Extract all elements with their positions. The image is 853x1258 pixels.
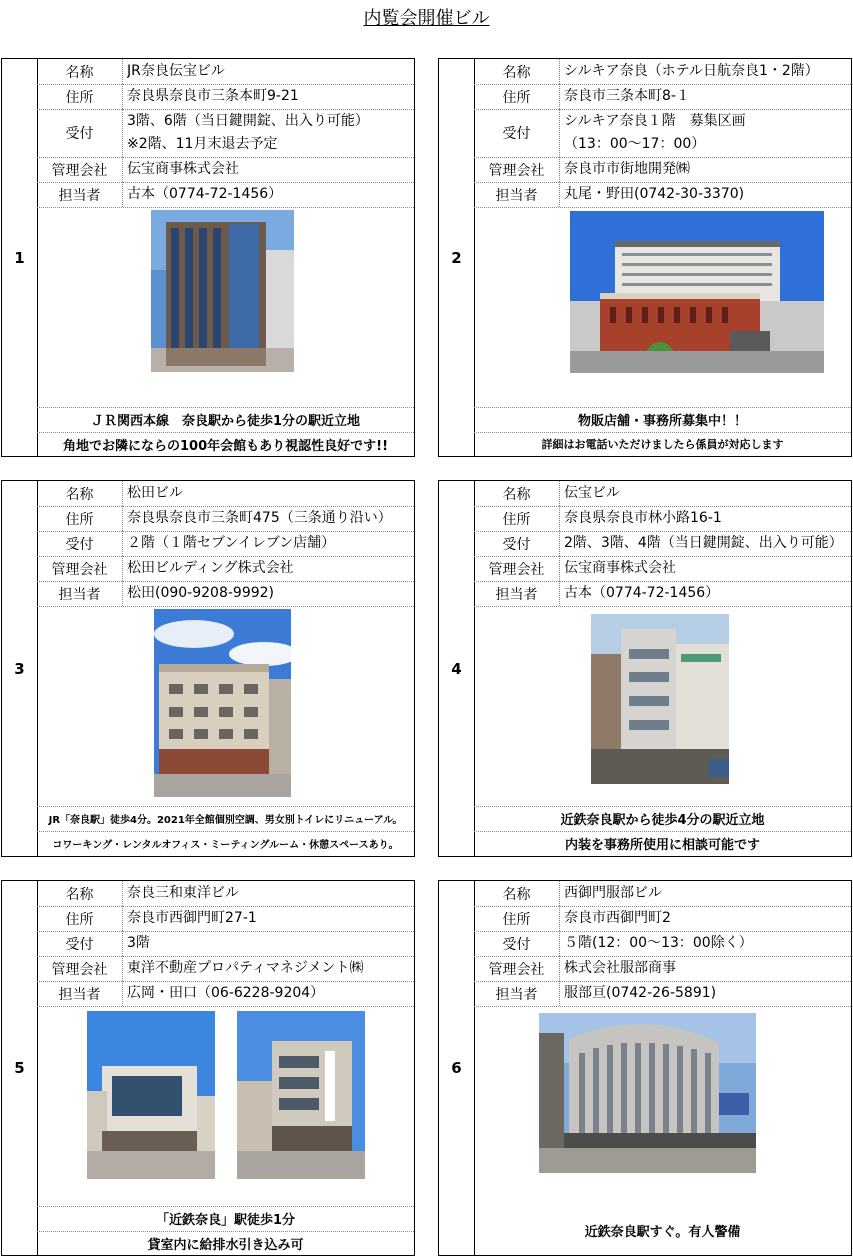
value-name: 西御門服部ビル — [564, 885, 662, 901]
label-company: 管理会社 — [37, 157, 123, 182]
label-reception: 受付 — [474, 109, 560, 157]
label-name: 名称 — [37, 481, 123, 506]
row-reception — [474, 931, 851, 957]
label-reception: 受付 — [474, 931, 560, 956]
building-photo — [151, 210, 294, 372]
row-reception — [474, 109, 851, 158]
row-reception — [37, 931, 414, 957]
label-reception: 受付 — [37, 109, 123, 157]
note-1: ＪＲ関西本線 奈良駅から徒歩1分の駅近立地 — [37, 407, 414, 433]
value-reception: ２階（１階セブンイレブン店舗） — [127, 535, 336, 551]
building-photo — [570, 211, 824, 373]
label-company: 管理会社 — [474, 956, 560, 981]
photo-area — [37, 606, 414, 807]
reception-line: 3階、6階（当日鍵開錠、出入り可能） — [127, 113, 369, 129]
value-contact: 丸尾・野田(0742-30-3370) — [564, 186, 745, 202]
value-reception: 3階 — [127, 935, 150, 951]
row-contact — [474, 981, 851, 1007]
row-address — [37, 506, 414, 532]
note-2: コワーキング・レンタルオフィス・ミーティングルーム・休憩スペースあり。 — [52, 840, 399, 851]
building-photo — [539, 1013, 756, 1173]
value-name: JR奈良伝宝ビル — [127, 63, 225, 79]
photo-area — [474, 207, 851, 408]
label-contact: 担当者 — [474, 981, 560, 1006]
label-address: 住所 — [37, 506, 123, 531]
building-photo-right — [237, 1011, 365, 1179]
note-2: 貸室内に給排水引き込み可 — [147, 1237, 304, 1253]
row-reception — [474, 531, 851, 557]
card-number: 1 — [2, 59, 38, 456]
building-card-1 — [1, 58, 415, 457]
photo-area — [37, 207, 414, 408]
photo-area — [474, 1006, 851, 1206]
row-contact — [37, 981, 414, 1007]
row-address — [474, 506, 851, 532]
label-contact: 担当者 — [37, 581, 123, 606]
building-card-5 — [1, 880, 415, 1256]
value-address: 奈良市西御門町2 — [564, 910, 671, 926]
value-name: 松田ビル — [127, 485, 183, 501]
label-name: 名称 — [37, 881, 123, 906]
row-reception — [37, 109, 414, 158]
label-address: 住所 — [474, 906, 560, 931]
value-contact: 古本（0774-72-1456） — [127, 186, 283, 202]
label-reception: 受付 — [37, 931, 123, 956]
row-contact — [474, 182, 851, 208]
building-photo-left — [87, 1011, 215, 1179]
card-number: 3 — [2, 481, 38, 856]
note-1: 物販店舗・事務所募集中！！ — [474, 407, 851, 433]
value-contact: 松田(090-9208-9992) — [127, 585, 275, 601]
building-card-6 — [438, 880, 852, 1256]
value-address: 奈良県奈良市三条町475（三条通り沿い） — [127, 510, 392, 526]
label-contact: 担当者 — [474, 581, 560, 606]
card-number: 5 — [2, 881, 38, 1255]
label-reception: 受付 — [474, 531, 560, 556]
building-photo — [591, 614, 729, 784]
value-contact: 古本（0774-72-1456） — [564, 585, 720, 601]
card-number: 6 — [439, 881, 475, 1255]
value-address: 奈良市三条本町8-１ — [564, 88, 690, 104]
note-1: 近鉄奈良駅から徒歩4分の駅近立地 — [474, 806, 851, 832]
row-name — [37, 881, 414, 907]
value-company: 奈良市市街地開発㈱ — [564, 161, 690, 177]
row-company — [474, 956, 851, 982]
label-name: 名称 — [474, 481, 560, 506]
building-photo — [154, 609, 291, 797]
value-name: シルキア奈良（ホテル日航奈良1・2階） — [564, 63, 819, 79]
photo-area — [474, 606, 851, 807]
row-company — [37, 956, 414, 982]
building-card-4 — [438, 480, 852, 857]
value-company: 伝宝商事株式会社 — [564, 560, 676, 576]
label-address: 住所 — [474, 506, 560, 531]
label-contact: 担当者 — [474, 182, 560, 207]
value-company: 伝宝商事株式会社 — [127, 161, 239, 177]
label-contact: 担当者 — [37, 182, 123, 207]
row-name — [37, 481, 414, 507]
row-company — [474, 157, 851, 183]
value-reception: ５階(12：00～13：00除く） — [564, 935, 753, 951]
reception-line: シルキア奈良１階 募集区画 — [564, 113, 746, 129]
row-company — [37, 556, 414, 582]
building-card-2 — [438, 58, 852, 457]
reception-line: ※2階、11月末退去予定 — [127, 136, 278, 152]
value-company: 松田ビルディング株式会社 — [127, 560, 294, 576]
row-company — [474, 556, 851, 582]
value-reception: 2階、3階、4階（当日鍵開錠、出入り可能） — [564, 535, 843, 551]
card-number: 2 — [439, 59, 475, 456]
row-name — [474, 881, 851, 907]
row-name — [474, 481, 851, 507]
value-contact: 広岡・田口（06-6228-9204） — [127, 985, 325, 1001]
label-address: 住所 — [37, 906, 123, 931]
building-card-3 — [1, 480, 415, 857]
label-company: 管理会社 — [474, 157, 560, 182]
label-name: 名称 — [37, 59, 123, 84]
card-number: 4 — [439, 481, 475, 856]
label-address: 住所 — [474, 84, 560, 109]
row-name — [37, 59, 414, 85]
label-company: 管理会社 — [474, 556, 560, 581]
value-address: 奈良県奈良市林小路16-1 — [564, 510, 722, 526]
label-contact: 担当者 — [37, 981, 123, 1006]
note-1: 「近鉄奈良」駅徒歩1分 — [37, 1206, 414, 1232]
value-name: 伝宝ビル — [564, 485, 620, 501]
row-name — [474, 59, 851, 85]
note-2: 角地でお隣にならの100年会館もあり視認性良好です!! — [63, 438, 388, 454]
row-reception — [37, 531, 414, 557]
label-company: 管理会社 — [37, 956, 123, 981]
row-address — [37, 906, 414, 932]
reception-line: （13：00～17：00） — [564, 136, 706, 152]
row-company — [37, 157, 414, 183]
value-address: 奈良県奈良市三条本町9-21 — [127, 88, 299, 104]
label-name: 名称 — [474, 59, 560, 84]
value-company: 株式会社服部商事 — [564, 960, 676, 976]
label-name: 名称 — [474, 881, 560, 906]
row-address — [474, 84, 851, 110]
note-1: JR「奈良駅」徒歩4分。2021年全館個別空調、男女別トイレにリニューアル。 — [37, 806, 414, 832]
value-reception — [564, 109, 849, 157]
row-address — [474, 906, 851, 932]
value-name: 奈良三和東洋ビル — [127, 885, 239, 901]
row-contact — [37, 182, 414, 208]
value-company: 東洋不動産プロパティマネジメント㈱ — [127, 960, 364, 976]
row-contact — [37, 581, 414, 607]
value-reception — [127, 109, 412, 157]
note-1: 近鉄奈良駅すぐ。有人警備 — [584, 1225, 741, 1240]
value-address: 奈良市西御門町27-1 — [127, 910, 257, 926]
note-2: 詳細はお電話いただけましたら係員が対応します — [541, 438, 784, 451]
note-2: 内装を事務所使用に相談可能です — [564, 838, 760, 853]
row-address — [37, 84, 414, 110]
label-reception: 受付 — [37, 531, 123, 556]
page-title: 内覧会開催ビル — [363, 8, 490, 29]
label-company: 管理会社 — [37, 556, 123, 581]
row-contact — [474, 581, 851, 607]
label-address: 住所 — [37, 84, 123, 109]
value-contact: 服部亘(0742-26-5891) — [564, 985, 717, 1001]
photo-area — [37, 1006, 414, 1207]
